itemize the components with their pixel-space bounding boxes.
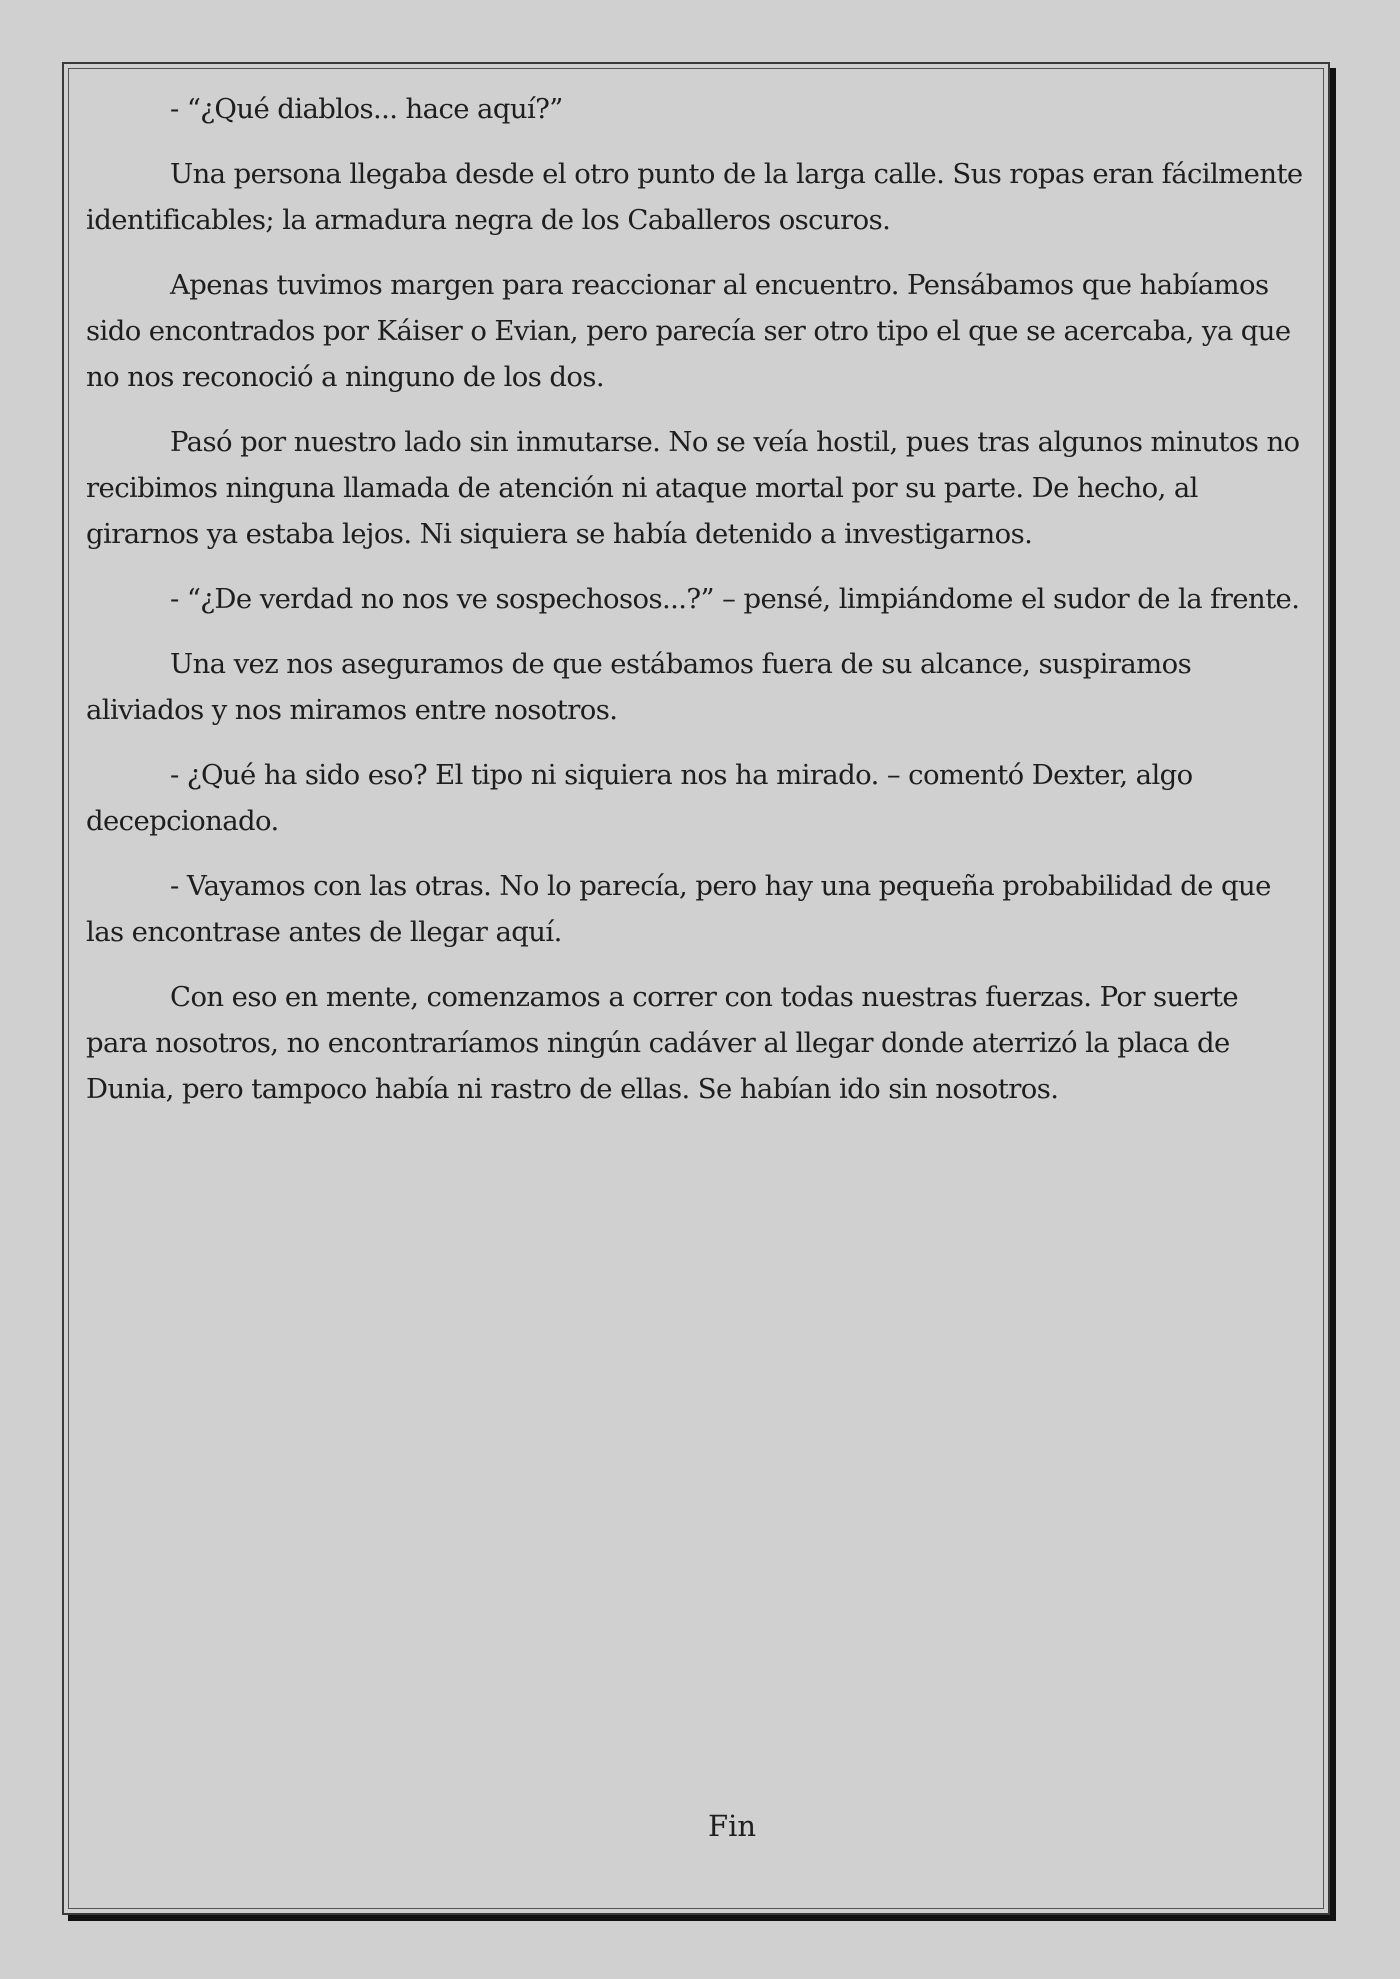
paragraph: Con eso en mente, comenzamos a correr con todas nuestras fuerzas. Por suerte para nosotros, no encontraríamos ningún cadáver al llegar donde aterrizó la placa de Dunia, pero tampoco había ni rastro de ellas. Se habían ido sin nosotros. [86,981,1238,1105]
paragraph: Apenas tuvimos margen para reaccionar al encuentro. Pensábamos que habíamos sido encontrados por Káiser o Evian, pero parecía ser otro tipo el que se acercaba, ya que no nos reconoció a ninguno de los dos. [86,269,1291,393]
paragraph: - Vayamos con las otras. No lo parecía, pero hay una pequeña probabilidad de que las encontrase antes de llegar aquí. [86,870,1271,948]
body-text [86,86,1306,1131]
document-page [62,62,1330,1915]
ending-text: Fin [707,1809,757,1843]
paragraph: - “¿De verdad no nos ve sospechosos...?” – pensé, limpiándome el sudor de la frente. [170,583,1300,615]
paragraph: Pasó por nuestro lado sin inmutarse. No se veía hostil, pues tras algunos minutos no recibimos ninguna llamada de atención ni ataque mortal por su parte. De hecho, al girarnos ya estaba lejos. Ni siquiera se había detenido a investigarnos. [86,426,1300,550]
paragraph: - “¿Qué diablos... hace aquí?” [170,93,563,125]
paragraph: - ¿Qué ha sido eso? El tipo ni siquiera nos ha mirado. – comentó Dexter, algo decepcionado. [86,759,1193,837]
paragraph: Una vez nos aseguramos de que estábamos fuera de su alcance, suspiramos aliviados y nos miramos entre nosotros. [86,648,1192,726]
paragraph: Una persona llegaba desde el otro punto de la larga calle. Sus ropas eran fácilmente identificables; la armadura negra de los Caballeros oscuros. [86,158,1303,236]
